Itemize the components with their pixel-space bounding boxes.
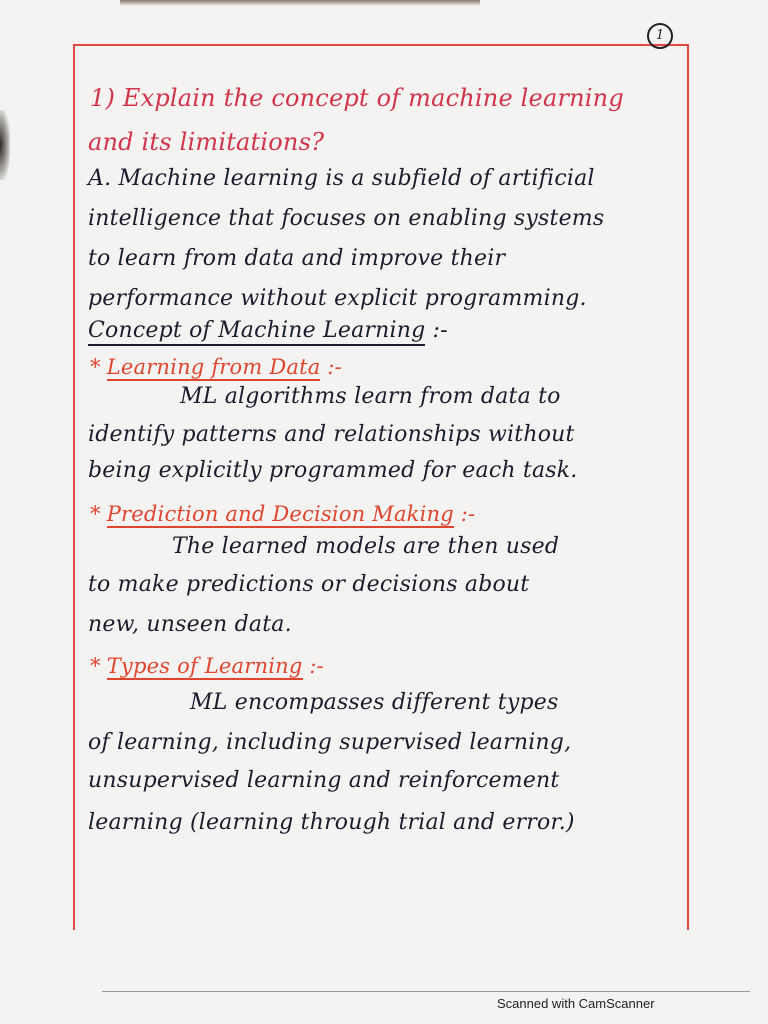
section-3-line-3: unsupervised learning and reinforcement [88, 768, 560, 793]
section-3-line-2: of learning, including supervised learning, [88, 730, 572, 755]
section-2-line-2: to make predictions or decisions about [88, 572, 530, 597]
star-bullet-icon: * [90, 502, 101, 526]
section-suffix: :- [453, 502, 476, 526]
section-suffix: :- [320, 355, 342, 379]
answer-line-4: performance without explicit programming. [88, 286, 587, 311]
section-title: Types of Learning [106, 654, 303, 678]
section-heading-prediction [90, 502, 475, 526]
section-heading-types-of-learning [90, 654, 324, 678]
star-bullet-icon: * [90, 654, 101, 678]
section-3-line-4: learning (learning through trial and error.) [88, 810, 575, 835]
section-heading-learning-from-data [90, 355, 342, 379]
answer-line-3: to learn from data and improve their [88, 246, 506, 271]
section-1-line-1: ML algorithms learn from data to [180, 384, 561, 409]
section-1-line-2: identify patterns and relationships without [88, 422, 575, 447]
section-1-line-3: being explicitly programmed for each task. [88, 458, 578, 483]
section-2-line-3: new, unseen data. [88, 612, 292, 637]
section-title: Learning from Data [106, 355, 321, 379]
concept-heading [88, 318, 448, 343]
section-2-line-1: The learned models are then used [172, 534, 560, 559]
page-number: 1 [647, 23, 673, 49]
section-3-line-1: ML encompasses different types [190, 690, 559, 715]
answer-line-1: A. Machine learning is a subfield of artificial [88, 166, 595, 191]
footer-divider [102, 991, 750, 992]
star-bullet-icon: * [90, 355, 101, 379]
question-line-1: 1) Explain the concept of machine learning [90, 84, 624, 112]
concept-heading-text: Concept of Machine Learning [88, 318, 425, 346]
page-top-shadow [120, 0, 480, 6]
question-line-2: and its limitations? [88, 128, 325, 156]
answer-line-2: intelligence that focuses on enabling systems [88, 206, 605, 231]
binder-hole-shadow [0, 110, 10, 180]
concept-heading-suffix: :- [425, 318, 448, 343]
section-suffix: :- [302, 654, 324, 678]
section-title: Prediction and Decision Making [106, 502, 454, 526]
scanner-watermark: Scanned with CamScanner [497, 996, 655, 1011]
